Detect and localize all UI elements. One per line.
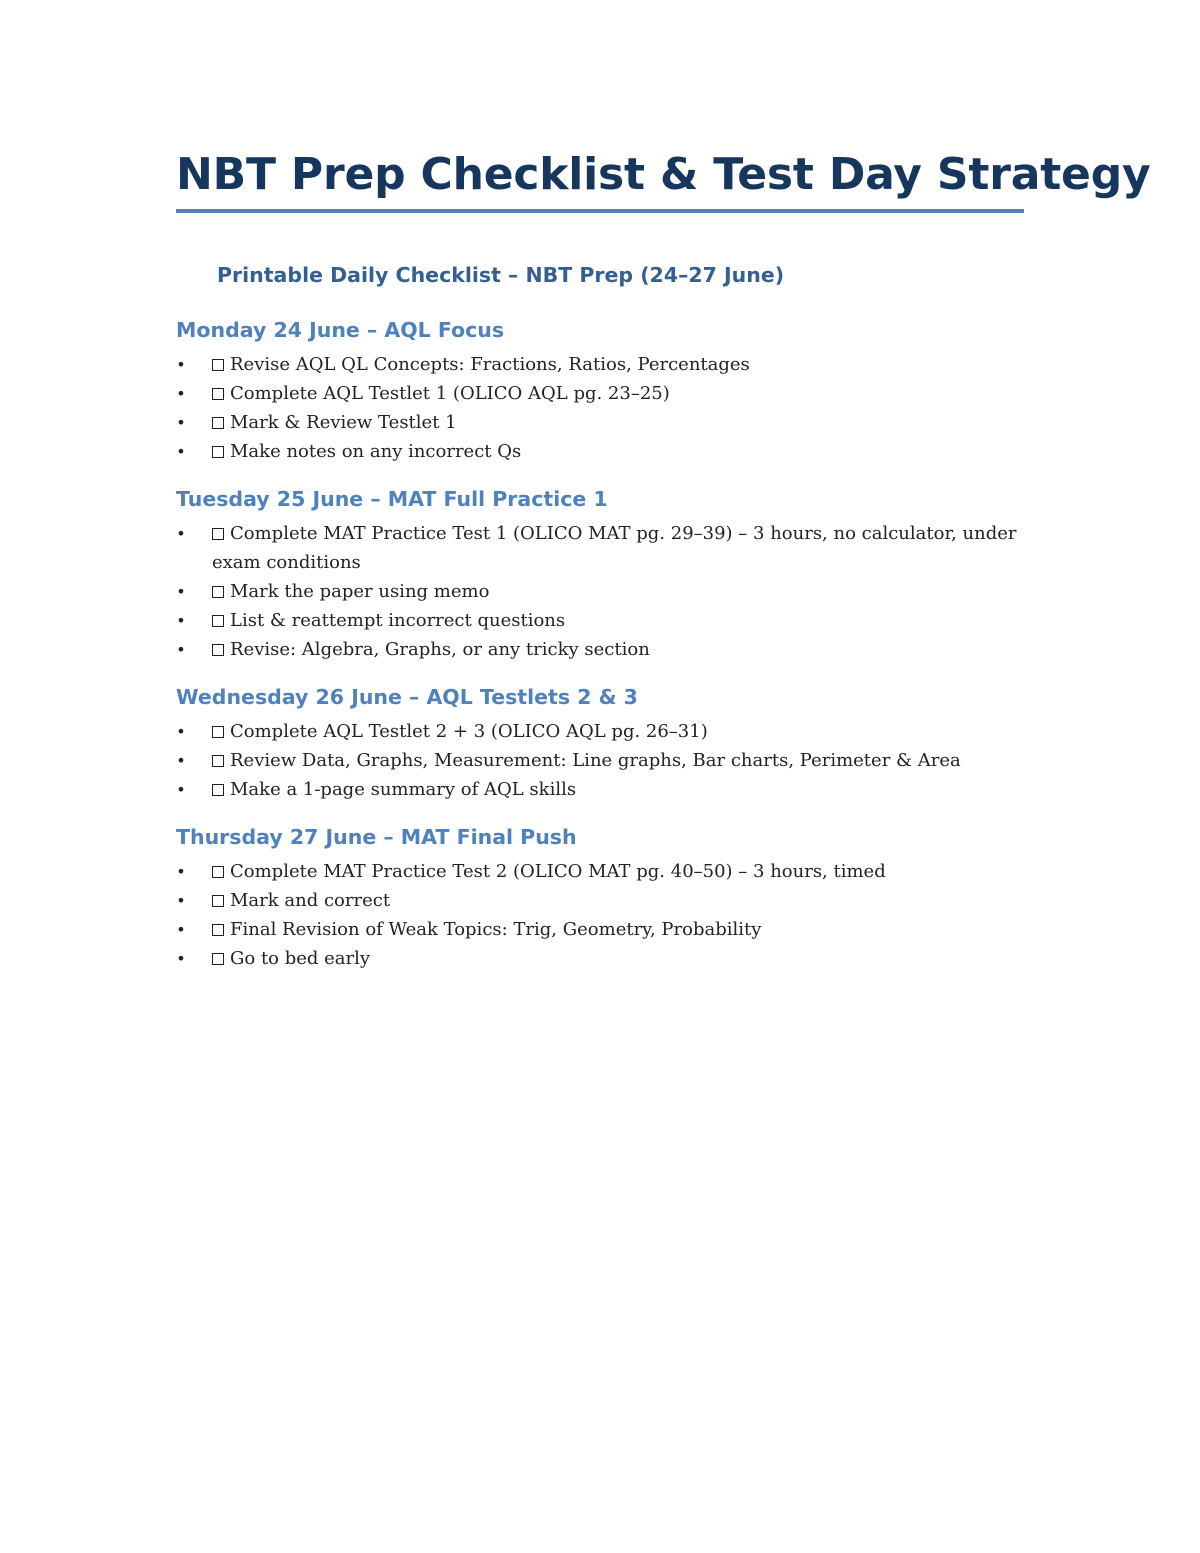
- task-text: Final Revision of Weak Topics: Trig, Geometry, Probability: [230, 919, 762, 940]
- day-heading: Thursday 27 June – MAT Final Push: [176, 825, 577, 849]
- task-text: List & reattempt incorrect questions: [230, 610, 566, 631]
- bullet-icon: •: [176, 384, 186, 403]
- checkbox-icon: [212, 359, 224, 371]
- day-section-tuesday: [176, 484, 1024, 664]
- list-item: [176, 857, 1024, 886]
- bullet-icon: •: [176, 722, 186, 741]
- bullet-icon: •: [176, 524, 186, 543]
- task-text: Complete AQL Testlet 1 (OLICO AQL pg. 23–25): [230, 383, 670, 404]
- checkbox-icon: [212, 866, 224, 878]
- checkbox-icon: [212, 644, 224, 656]
- bullet-icon: •: [176, 949, 186, 968]
- checkbox-icon: [212, 446, 224, 458]
- bullet-icon: •: [176, 442, 186, 461]
- list-item: [176, 519, 1024, 577]
- list-item: [176, 886, 1024, 915]
- checkbox-icon: [212, 388, 224, 400]
- bullet-icon: •: [176, 751, 186, 770]
- checkbox-icon: [212, 726, 224, 738]
- checkbox-icon: [212, 953, 224, 965]
- task-text: Mark and correct: [230, 890, 391, 911]
- document-title: NBT Prep Checklist & Test Day Strategy: [176, 149, 1151, 200]
- list-item: [176, 775, 1024, 804]
- list-item: [176, 746, 1024, 775]
- task-text: Complete MAT Practice Test 1 (OLICO MAT pg. 29–39) – 3 hours, no calculator, under exam conditions: [212, 523, 1017, 573]
- bullet-icon: •: [176, 640, 186, 659]
- bullet-icon: •: [176, 355, 186, 374]
- list-item: [176, 408, 1024, 437]
- list-item: [176, 606, 1024, 635]
- task-text: Mark & Review Testlet 1: [230, 412, 457, 433]
- list-item: [176, 915, 1024, 944]
- task-text: Complete MAT Practice Test 2 (OLICO MAT pg. 40–50) – 3 hours, timed: [230, 861, 886, 882]
- task-text: Mark the paper using memo: [230, 581, 490, 602]
- task-list: [176, 857, 1024, 973]
- task-text: Revise: Algebra, Graphs, or any tricky section: [230, 639, 650, 660]
- bullet-icon: •: [176, 611, 186, 630]
- list-item: [176, 717, 1024, 746]
- day-heading: Monday 24 June – AQL Focus: [176, 318, 505, 342]
- task-text: Make notes on any incorrect Qs: [230, 441, 522, 462]
- checkbox-icon: [212, 784, 224, 796]
- task-list: [176, 519, 1024, 664]
- day-heading: Wednesday 26 June – AQL Testlets 2 & 3: [176, 685, 638, 709]
- task-text: Make a 1-page summary of AQL skills: [230, 779, 577, 800]
- task-list: [176, 350, 1024, 466]
- checkbox-icon: [212, 615, 224, 627]
- checkbox-icon: [212, 528, 224, 540]
- bullet-icon: •: [176, 891, 186, 910]
- bullet-icon: •: [176, 780, 186, 799]
- list-item: [176, 350, 1024, 379]
- checkbox-icon: [212, 924, 224, 936]
- list-item: [176, 577, 1024, 606]
- task-list: [176, 717, 1024, 804]
- list-item: [176, 635, 1024, 664]
- list-item: [176, 379, 1024, 408]
- title-underline-rule: [176, 209, 1024, 213]
- bullet-icon: •: [176, 582, 186, 601]
- checkbox-icon: [212, 586, 224, 598]
- bullet-icon: •: [176, 413, 186, 432]
- checkbox-icon: [212, 755, 224, 767]
- bullet-icon: •: [176, 920, 186, 939]
- day-section-thursday: [176, 822, 1024, 973]
- day-section-monday: [176, 315, 1024, 466]
- day-section-wednesday: [176, 682, 1024, 804]
- task-text: Go to bed early: [230, 948, 371, 969]
- task-text: Revise AQL QL Concepts: Fractions, Ratios, Percentages: [230, 354, 750, 375]
- checklist-subtitle: Printable Daily Checklist – NBT Prep (24–27 June): [217, 263, 785, 287]
- day-heading: Tuesday 25 June – MAT Full Practice 1: [176, 487, 608, 511]
- checkbox-icon: [212, 895, 224, 907]
- document-body: [176, 145, 1151, 973]
- task-text: Complete AQL Testlet 2 + 3 (OLICO AQL pg. 26–31): [230, 721, 708, 742]
- list-item: [176, 437, 1024, 466]
- list-item: [176, 944, 1024, 973]
- checkbox-icon: [212, 417, 224, 429]
- task-text: Review Data, Graphs, Measurement: Line graphs, Bar charts, Perimeter & Area: [230, 750, 961, 771]
- bullet-icon: •: [176, 862, 186, 881]
